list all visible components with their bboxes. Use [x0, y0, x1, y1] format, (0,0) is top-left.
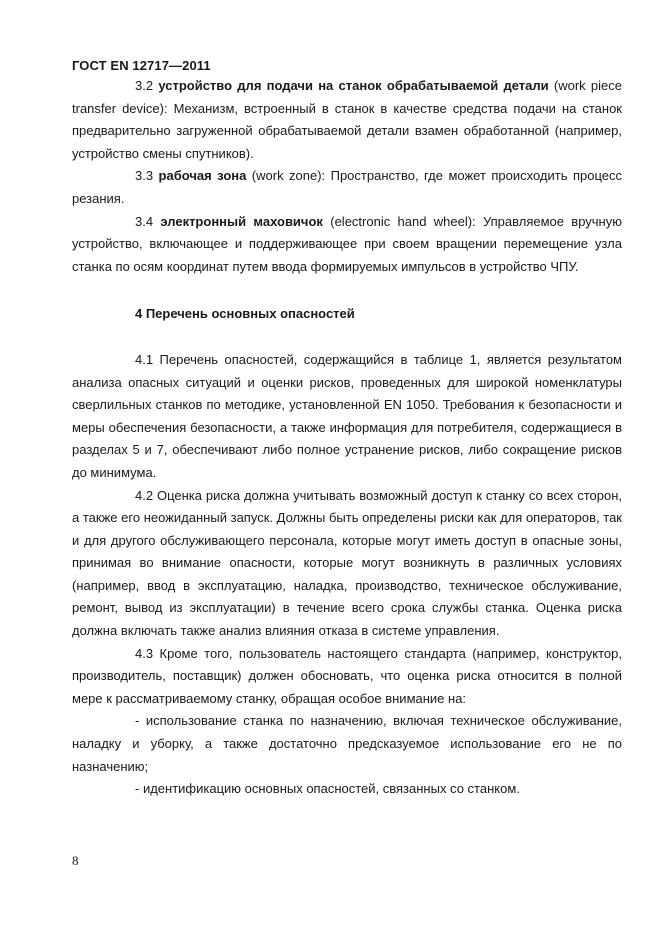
paragraph-4-1: 4.1 Перечень опасностей, содержащийся в таблице 1, является результатом анализа опасных ситуаций и оценки рисков, проведенных для широкой номенклатуры сверлильных станков по методике, установленной EN 1050. Требования к безопасности и меры обеспечения безопасности, а также информация для потребителя, содержащиеся в разделах 5 и 7, обеспечивают либо полное устранение рисков, либо сокращение рисков до минимума.: [72, 351, 622, 480]
definition-term: устройство для подачи на станок обрабатываемой детали: [158, 78, 549, 93]
page-body: [72, 75, 622, 801]
section-heading: 4 Перечень основных опасностей: [135, 306, 355, 322]
definition-3-4: [72, 211, 622, 279]
definition-text: (work zone): Пространство, где может происходить процесс резания.: [72, 168, 622, 206]
definition-text: (work piece transfer device): Механизм, встроенный в станок в качестве средства подачи на станок предварительно загруженной обрабатываемой детали взамен обработанной (например, устройство смены спутников).: [72, 78, 622, 161]
paragraph-4-2: 4.2 Оценка риска должна учитывать возможный доступ к станку со всех сторон, а также его неожиданный запуск. Должны быть определены риски как для операторов, так и для другого обслуживающего персонала, которые могут иметь доступ в опасные зоны, принимая во внимание опасности, которые могут возникнуть в различных условиях (например, ввод в эксплуатацию, наладка, производство, техническое обслуживание, ремонт, вывод из эксплуатации) в течение всего срока службы станка. Оценка риска должна включать также анализ влияния отказа в системе управления.: [72, 487, 622, 639]
document-header: ГОСТ EN 12717—2011: [72, 58, 211, 73]
definition-text: (electronic hand wheel): Управляемое вручную устройство, включающее и поддерживающее при своем вращении перемещение узла станка по осям координат путем ввода формируемых импульсов в устройство ЧПУ.: [72, 213, 622, 274]
definition-term: электронный маховичок: [160, 213, 323, 229]
definition-term: рабочая зона: [158, 168, 247, 184]
definition-3-3: [72, 165, 622, 210]
list-item: - идентификацию основных опасностей, связанных со станком.: [135, 781, 520, 797]
definition-number: 3.3: [135, 168, 154, 184]
page-number: 8: [72, 853, 79, 868]
definition-number: 3.4: [135, 213, 154, 229]
definition-number: 3.2: [135, 78, 154, 93]
list-item: - использование станка по назначению, включая техническое обслуживание, наладку и уборку, а также достаточно предсказуемое использование его не по назначению;: [72, 713, 622, 774]
paragraph-4-3: 4.3 Кроме того, пользователь настоящего стандарта (например, конструктор, производитель, поставщик) должен обосновать, что оценка риска относится в полной мере к рассматриваемому станку, обращая особое внимание на:: [72, 645, 622, 706]
definition-3-2: [72, 75, 622, 165]
